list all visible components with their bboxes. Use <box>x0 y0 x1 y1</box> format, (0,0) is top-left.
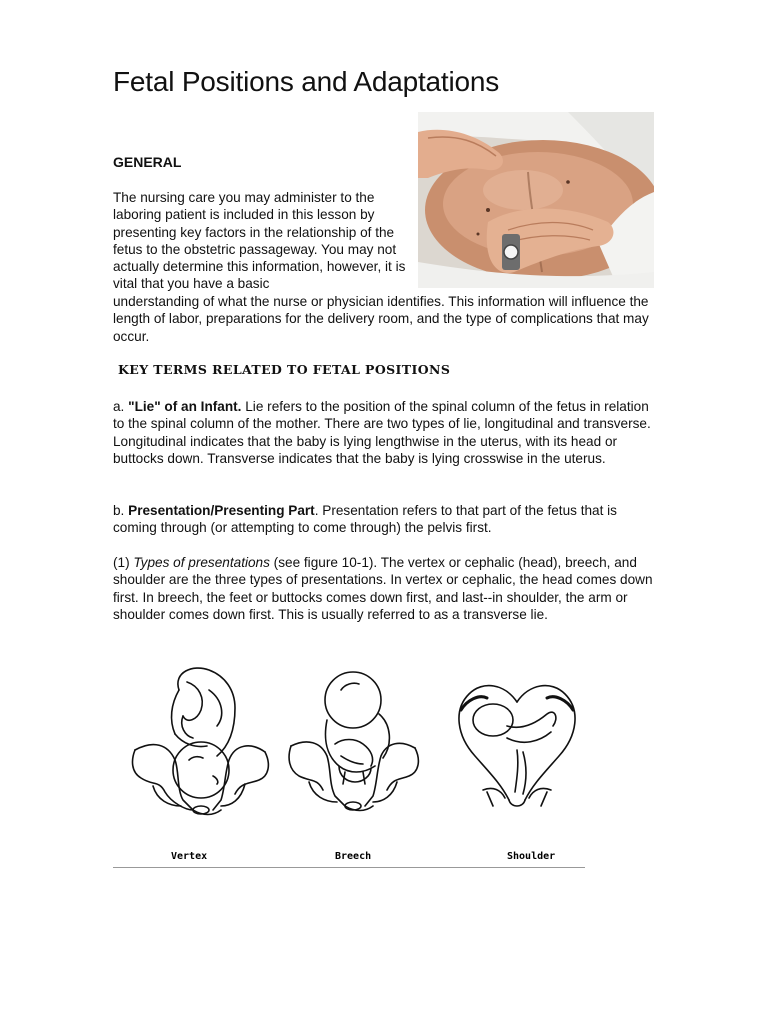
vertex-drawing <box>133 668 269 814</box>
paragraph-lie-of-infant <box>113 398 658 467</box>
shoulder-drawing <box>459 686 575 806</box>
section-heading-general: GENERAL <box>113 154 182 170</box>
prenatal-exam-photo <box>418 112 654 288</box>
paragraph-prefix: a. <box>113 399 129 414</box>
paragraph-prefix: (1) <box>113 555 134 570</box>
section-heading-key-terms: KEY TERMS RELATED TO FETAL POSITIONS <box>118 362 451 377</box>
presentation-types-figure <box>113 660 587 870</box>
paragraph-body: (see figure 10-1). The vertex or cephalic (head), breech, and shoulder are the three types of presentations. In vertex or cephalic, the head comes down first. In breech, the feet or buttocks comes down first, and last--in shoulder, the arm or shoulder comes down first. This is usually referred to as a transverse lie. <box>113 555 653 622</box>
figure-label-vertex: Vertex <box>171 851 208 862</box>
paragraph-body: Lie refers to the position of the spinal column of the fetus in relation to the spinal column of the mother. There are two types of lie, longitudinal and transverse. Longitudinal indicates that the baby is lying lengthwise in the uterus, with its head or buttocks down. Transverse indicates that the baby is lying crosswise in the uterus. <box>113 399 651 466</box>
page-title: Fetal Positions and Adaptations <box>113 66 500 97</box>
paragraph-types-of-presentations <box>113 554 658 623</box>
term-lie: "Lie" of an Infant. <box>128 399 242 414</box>
paragraph-prefix: b. <box>113 503 129 518</box>
fetal-presentation-drawings <box>113 660 587 870</box>
figure-divider <box>113 867 585 868</box>
prenatal-exam-illustration <box>418 112 654 288</box>
breech-drawing <box>289 672 418 811</box>
intro-paragraph-part-b: understanding of what the nurse or physician identifies. This information will influence the length of labor, preparations for the delivery room, and the type of complications that may occur. <box>113 294 649 344</box>
figure-label-breech: Breech <box>335 851 372 862</box>
paragraph-body: . Presentation refers to that part of the fetus that is coming through (or attempting to come through) the pelvis first. <box>113 503 617 536</box>
intro-paragraph-part-a: The nursing care you may administer to the laboring patient is included in this lesson by presenting key factors in the relationship of the fetus to the obstetric passageway. You may not actually determine this information, however, it is vital that you have a basic <box>113 190 406 292</box>
term-types-of-presentations: Types of presentations <box>133 555 270 570</box>
paragraph-presentation <box>113 502 658 537</box>
term-presentation: Presentation/Presenting Part <box>128 503 315 518</box>
figure-label-shoulder: Shoulder <box>507 851 556 862</box>
